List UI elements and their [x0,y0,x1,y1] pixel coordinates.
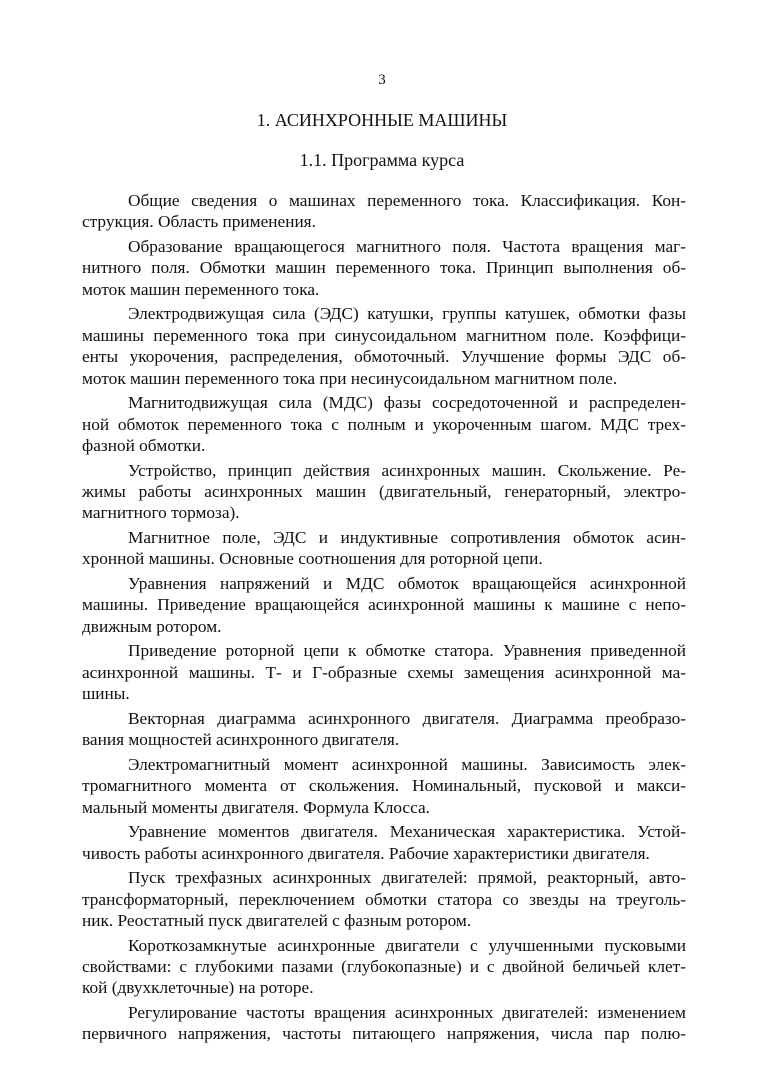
text-line: моток машин переменного тока при несинусоидальном магнитном поле. [82,368,618,388]
text-line: Векторная диаграмма асинхронного двигателя. Диаграмма преобразо- [128,708,686,728]
text-line: Уравнения напряжений и МДС обмоток вращающейся асинхронной [128,574,686,594]
chapter-title: 1. АСИНХРОННЫЕ МАШИНЫ [256,110,508,130]
text-line: Общие сведения о машинах переменного тока. Классификация. Кон- [128,191,686,210]
text-line: Электродвижущая сила (ЭДС) катушки, группы катушек, обмотки фазы [128,304,686,324]
text-line: машины переменного тока при синусоидальном магнитном поле. Коэффици- [82,325,686,345]
paragraph [82,190,686,233]
paragraph [82,708,686,751]
text-line: Короткозамкнутые асинхронные двигатели с улучшенными пусковыми [128,935,686,955]
paragraph [82,935,686,999]
paragraph [82,867,686,931]
text-line: Регулирование частоты вращения асинхронных двигателей: изменением [128,1003,686,1023]
paragraph [82,303,686,389]
text-line: трансформаторный, переключением обмотки статора со звезды на треуголь- [82,889,686,909]
text-line: чивость работы асинхронного двигателя. Рабочие характеристики двигателя. [82,843,650,863]
text-line: асинхронной машины. Т- и Г-образные схемы замещения асинхронной ма- [82,662,686,682]
paragraph [82,460,686,524]
text-line: движным ротором. [82,616,222,636]
page-number: 3 [378,72,386,88]
paragraph [82,821,686,864]
text-line: тромагнитного момента от скольжения. Номинальный, пусковой и макси- [82,776,686,796]
paragraph [82,573,686,637]
text-line: кой (двухклеточные) на роторе. [82,978,314,998]
text-line: шины. [82,684,130,704]
text-line: свойствами: с глубокими пазами (глубокопазные) и с двойной беличьей клет- [82,957,686,977]
text-line: нитного поля. Обмотки машин переменного тока. Принцип выполнения об- [82,258,686,278]
paragraph [82,754,686,818]
text-line: магнитного тормоза). [82,503,240,523]
paragraph [82,640,686,704]
text-line: вания мощностей асинхронного двигателя. [82,730,400,750]
paragraph [82,527,686,570]
text-line: енты укорочения, распределения, обмоточный. Улучшение формы ЭДС об- [82,347,686,367]
text-line: первичного напряжения, частоты питающего напряжения, числа пар полю- [82,1024,686,1044]
text-line: Электромагнитный момент асинхронной машины. Зависимость элек- [128,754,686,774]
text-line: Пуск трехфазных асинхронных двигателей: прямой, реакторный, авто- [128,868,686,888]
section-title: 1.1. Программа курса [299,150,465,170]
text-line: ник. Реостатный пуск двигателей с фазным ротором. [82,911,472,931]
text-line: Приведение роторной цепи к обмотке статора. Уравнения приведенной [128,641,686,661]
text-line: хронной машины. Основные соотношения для роторной цепи. [82,549,543,569]
text-line: Магнитное поле, ЭДС и индуктивные сопротивления обмоток асин- [128,528,686,548]
text-line: Уравнение моментов двигателя. Механическая характеристика. Устой- [128,822,686,842]
text-line: Магнитодвижущая сила (МДС) фазы сосредоточенной и распределен- [128,393,686,413]
text-line: струкция. Область применения. [82,212,316,232]
body-text [82,190,686,1048]
text-line: Устройство, принцип действия асинхронных машин. Скольжение. Ре- [128,460,686,480]
text-line: Образование вращающегося магнитного поля. Частота вращения маг- [128,237,686,256]
text-line: ной обмоток переменного тока с полным и укороченным шагом. МДС трех- [82,414,686,434]
text-line: жимы работы асинхронных машин (двигательный, генераторный, электро- [82,482,686,502]
paragraph [82,1002,686,1045]
paragraph [82,392,686,456]
text-line: фазной обмотки. [82,436,206,456]
paragraph [82,236,686,300]
text-line: машины. Приведение вращающейся асинхронной машины к машине с непо- [82,595,686,615]
text-line: моток машин переменного тока. [82,279,320,299]
text-line: мальный моменты двигателя. Формула Клосса. [82,797,430,817]
